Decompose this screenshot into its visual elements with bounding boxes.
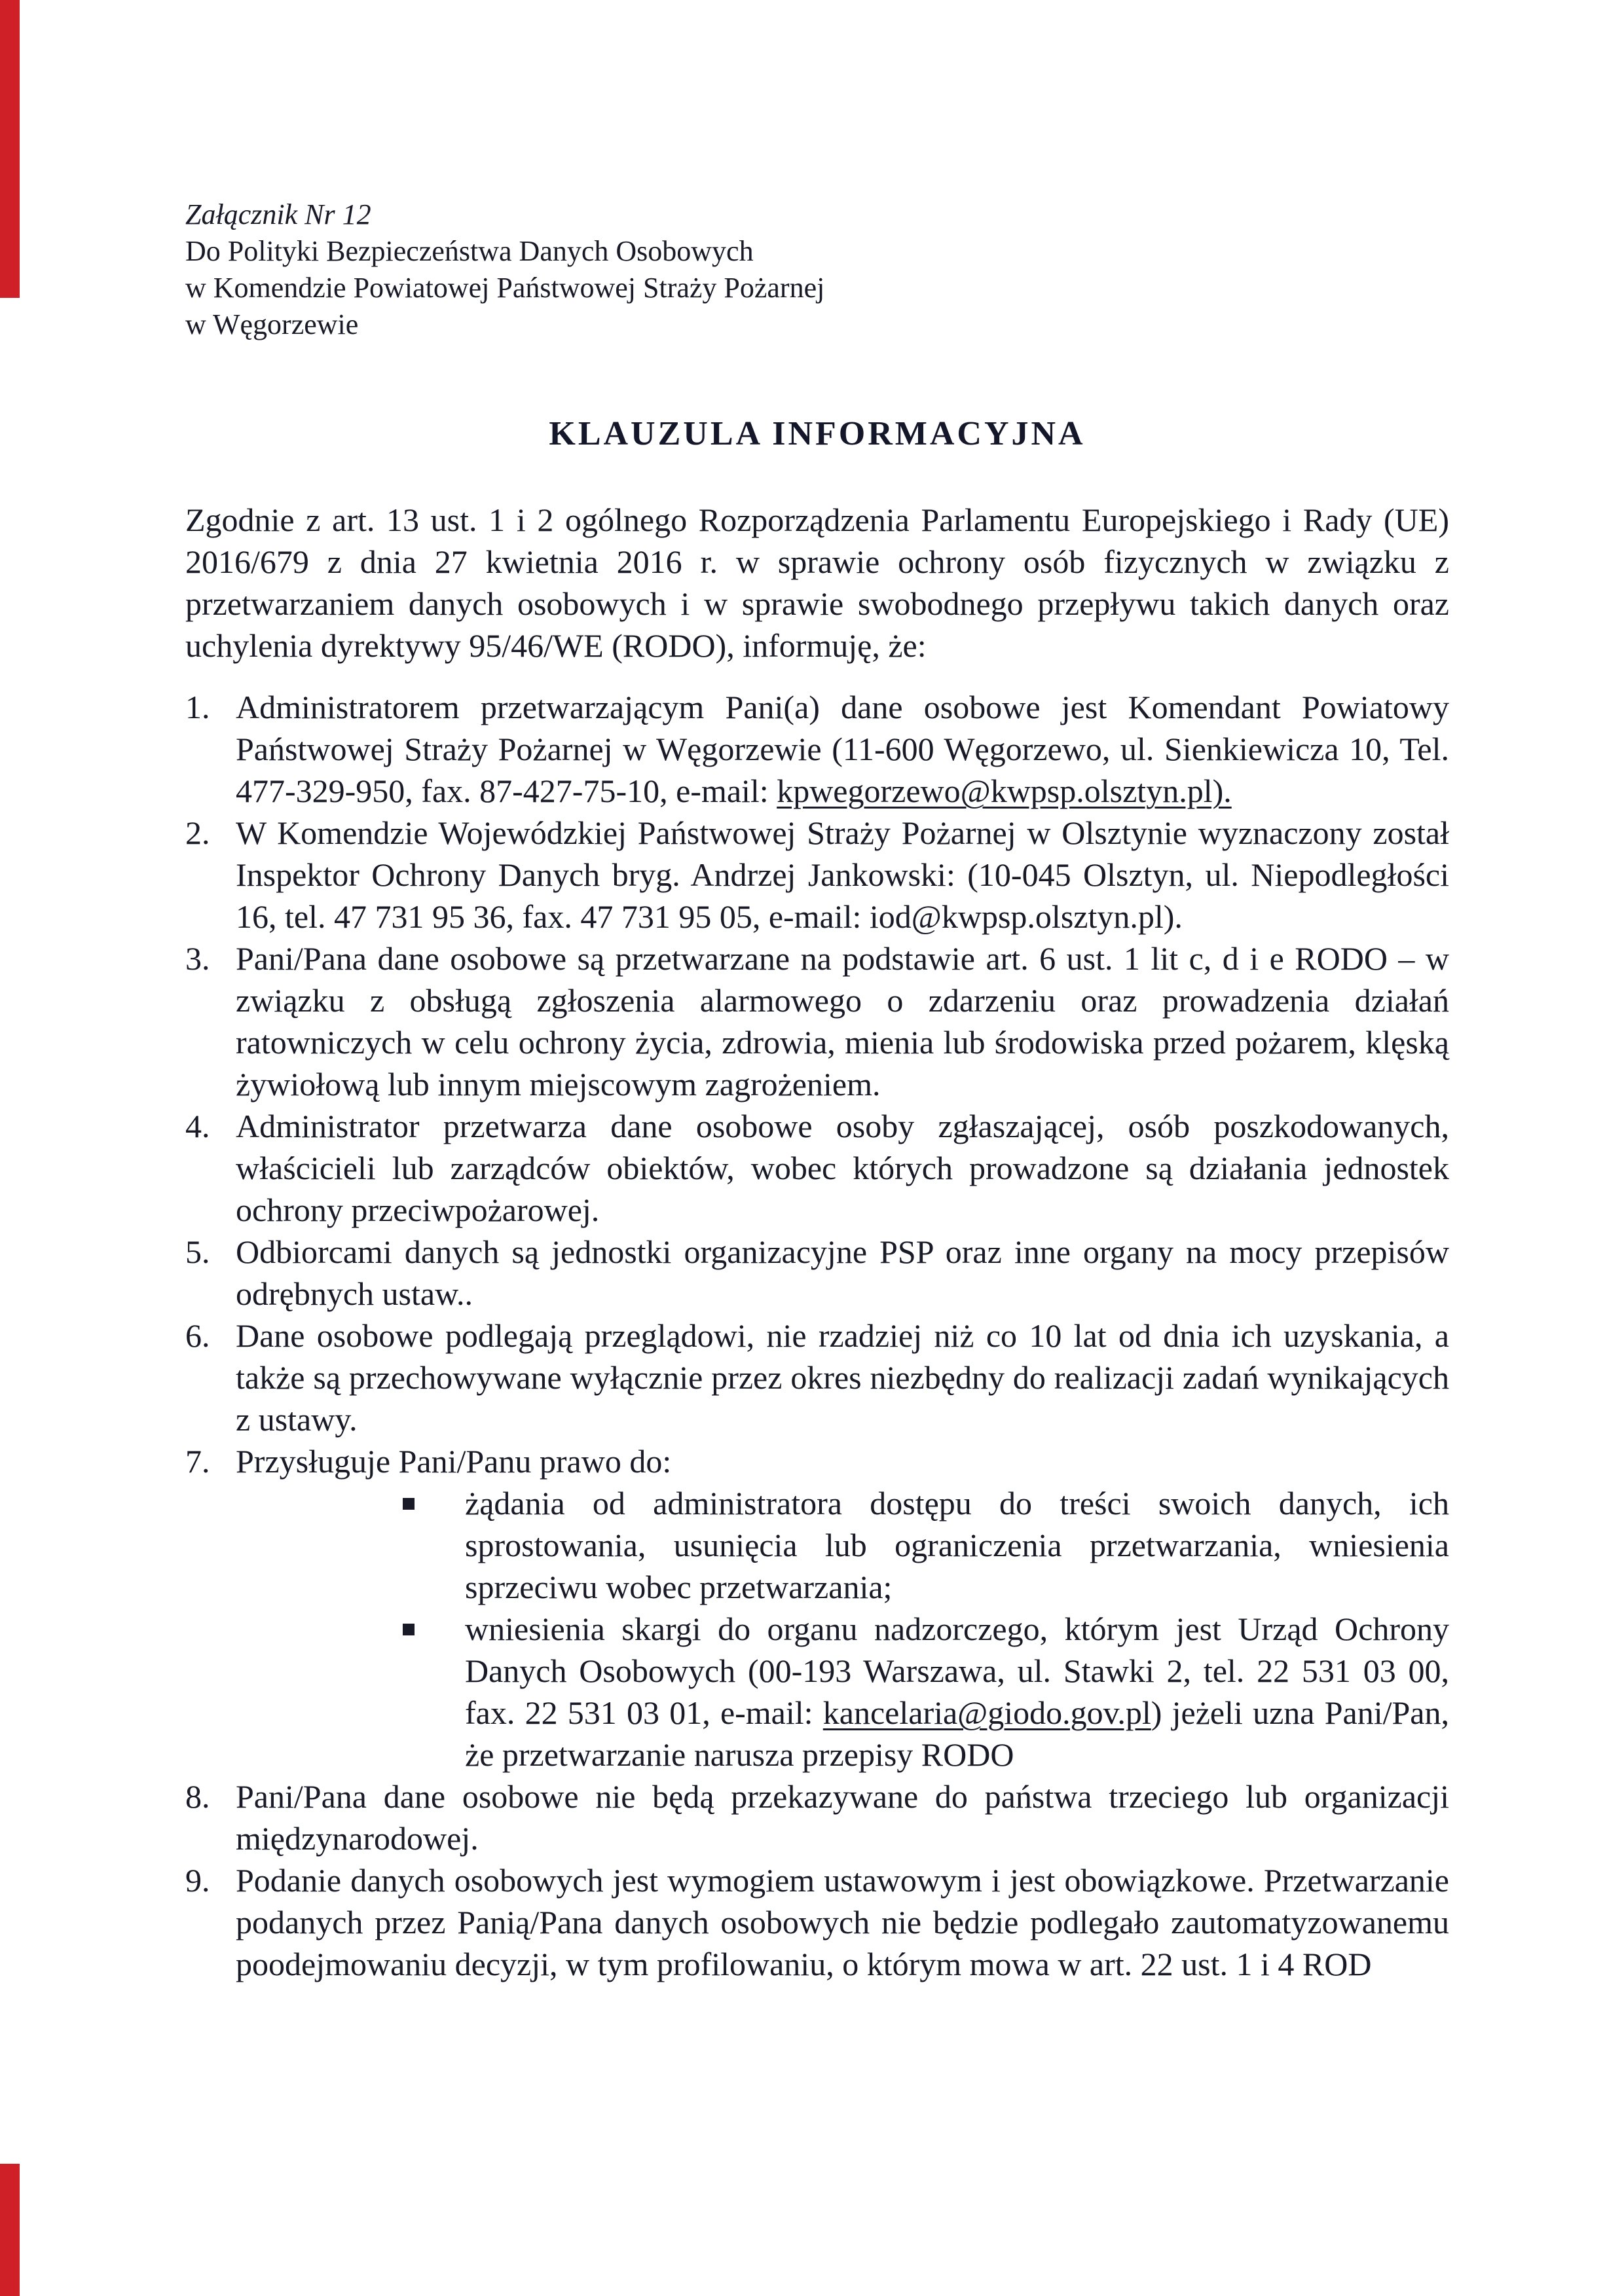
clause-item xyxy=(185,686,1449,812)
document-content xyxy=(185,196,1449,1985)
text-segment: żądania od administratora dostępu do treści swoich danych, ich sprostowania, usunięcia lub ograniczenia przetwarzania, wniesienia sprzeciwu wobec przetwarzania; xyxy=(465,1485,1449,1605)
bullet-item xyxy=(236,1482,1449,1608)
clause-text xyxy=(236,938,1449,1105)
text-segment: Pani/Pana dane osobowe są przetwarzane na podstawie art. 6 ust. 1 lit c, d i e RODO – w związku z obsługą zgłoszenia alarmowego o zdarzeniu oraz prowadzenia działań ratowniczych w celu ochrony życia, zdrowia, mienia lub środowiska przed pożarem, klęską żywiołową lub innym miejscowym zagrożeniem. xyxy=(236,940,1449,1102)
header-policy-line: Do Polityki Bezpieczeństwa Danych Osobowych xyxy=(185,235,754,267)
email-supervisory-authority: kancelaria@giodo.gov.pl xyxy=(822,1694,1151,1731)
clause-item xyxy=(185,1105,1449,1231)
page-title: KLAUZULA INFORMACYJNA xyxy=(549,415,1086,452)
clause-number: 3. xyxy=(185,940,210,977)
document-header xyxy=(185,196,1449,343)
text-segment: Dane osobowe podlegają przeglądowi, nie rzadziej niż co 10 lat od dnia ich uzyskania, a także są przechowywane wyłącznie przez okres niezbędny do realizacji zadań wynikających z ustawy. xyxy=(236,1317,1449,1438)
text-segment: ) jeżeli uzna Pani/Pan, że przetwarzanie narusza przepisy RODO xyxy=(465,1694,1449,1773)
clause-body xyxy=(236,1105,1449,1231)
clause-text xyxy=(236,686,1449,812)
clause-number: 8. xyxy=(185,1778,210,1815)
clause-number: 9. xyxy=(185,1862,210,1899)
clause-body xyxy=(236,686,1449,812)
clause-body xyxy=(236,938,1449,1105)
text-segment: Podanie danych osobowych jest wymogiem ustawowym i jest obowiązkowe. Przetwarzanie podanych przez Panią/Pana danych osobowych nie będzie podlegało zautomatyzowanemu poodejmowaniu decyzji, w tym profilowaniu, o którym mowa w art. 22 ust. 1 i 4 ROD xyxy=(236,1862,1449,1982)
clause-item xyxy=(185,1776,1449,1859)
clause-number: 5. xyxy=(185,1233,210,1270)
clause-body xyxy=(236,1440,1449,1776)
clause-number: 1. xyxy=(185,689,210,725)
clause-body xyxy=(236,812,1449,938)
clause-sub-bullets xyxy=(236,1482,1449,1776)
email-administrator: kpwegorzewo@kwpsp.olsztyn.pl). xyxy=(777,773,1232,809)
clause-item xyxy=(185,1315,1449,1440)
header-city-line: w Węgorzewie xyxy=(185,308,359,340)
clause-number: 6. xyxy=(185,1317,210,1354)
text-segment: Administratorem przetwarzającym Pani(a) dane osobowe jest Komendant Powiatowy Państwowej Straży Pożarnej w Węgorzewie (11-600 Węgorzewo, ul. Sienkiewicza 10, Tel. 477-329-950, fax. 87-427-75-10, e-mail: xyxy=(236,689,1449,809)
bullet-text xyxy=(465,1608,1449,1776)
text-segment: Pani/Pana dane osobowe nie będą przekazywane do państwa trzeciego lub organizacji międzynarodowej. xyxy=(236,1778,1449,1857)
clause-body xyxy=(236,1776,1449,1859)
clause-text xyxy=(236,812,1449,938)
clause-number: 7. xyxy=(185,1443,210,1480)
text-segment: W Komendzie Wojewódzkiej Państwowej Straży Pożarnej w Olsztynie wyznaczony został Inspektor Ochrony Danych bryg. Andrzej Jankowski: (10-045 Olsztyn, ul. Niepodległości 16, tel. 47 731 95 36, fax. 47 731 95 05, e-mail: iod@kwpsp.olsztyn.pl). xyxy=(236,814,1449,935)
clause-text xyxy=(236,1776,1449,1859)
text-segment: wniesienia skargi do organu nadzorczego, którym jest Urząd Ochrony Danych Osobowych (00-193 Warszawa, ul. Stawki 2, tel. 22 531 03 00, fax. 22 531 03 01, e-mail: xyxy=(465,1611,1449,1731)
clause-item xyxy=(185,938,1449,1105)
header-unit-line: w Komendzie Powiatowej Państwowej Straży Pożarnej xyxy=(185,272,825,304)
clause-text xyxy=(236,1315,1449,1440)
clause-text xyxy=(236,1231,1449,1315)
header-attachment-number: Załącznik Nr 12 xyxy=(185,198,371,230)
text-segment: Przysługuje Pani/Panu prawo do: xyxy=(236,1443,672,1480)
bullet-item xyxy=(236,1608,1449,1776)
clause-text xyxy=(236,1105,1449,1231)
clause-list xyxy=(185,686,1449,1985)
clause-item xyxy=(185,1440,1449,1776)
clause-item xyxy=(185,812,1449,938)
scan-artifact-bar-bottom xyxy=(0,2164,20,2296)
clause-text xyxy=(236,1859,1449,1985)
clause-body xyxy=(236,1859,1449,1985)
clause-number: 4. xyxy=(185,1108,210,1144)
clause-item xyxy=(185,1859,1449,1985)
clause-body xyxy=(236,1231,1449,1315)
intro-paragraph: Zgodnie z art. 13 ust. 1 i 2 ogólnego Rozporządzenia Parlamentu Europejskiego i Rady (UE) 2016/679 z dnia 27 kwietnia 2016 r. w sprawie ochrony osób fizycznych w związku z przetwarzaniem danych osobowych i w sprawie swobodnego przepływu takich danych oraz uchylenia dyrektywy 95/46/WE (RODO), informuję, że: xyxy=(185,501,1449,664)
clause-number: 2. xyxy=(185,814,210,851)
scan-artifact-bar-top xyxy=(0,0,20,298)
text-segment: Odbiorcami danych są jednostki organizacyjne PSP oraz inne organy na mocy przepisów odrębnych ustaw.. xyxy=(236,1233,1449,1312)
text-segment: Administrator przetwarza dane osobowe osoby zgłaszającej, osób poszkodowanych, właścicieli lub zarządców obiektów, wobec których prowadzone są działania jednostek ochrony przeciwpożarowej. xyxy=(236,1108,1449,1228)
clause-text xyxy=(236,1440,1449,1482)
clause-item xyxy=(185,1231,1449,1315)
square-bullet-icon xyxy=(403,1624,415,1635)
square-bullet-icon xyxy=(403,1498,415,1510)
clause-body xyxy=(236,1315,1449,1440)
bullet-text xyxy=(465,1482,1449,1608)
